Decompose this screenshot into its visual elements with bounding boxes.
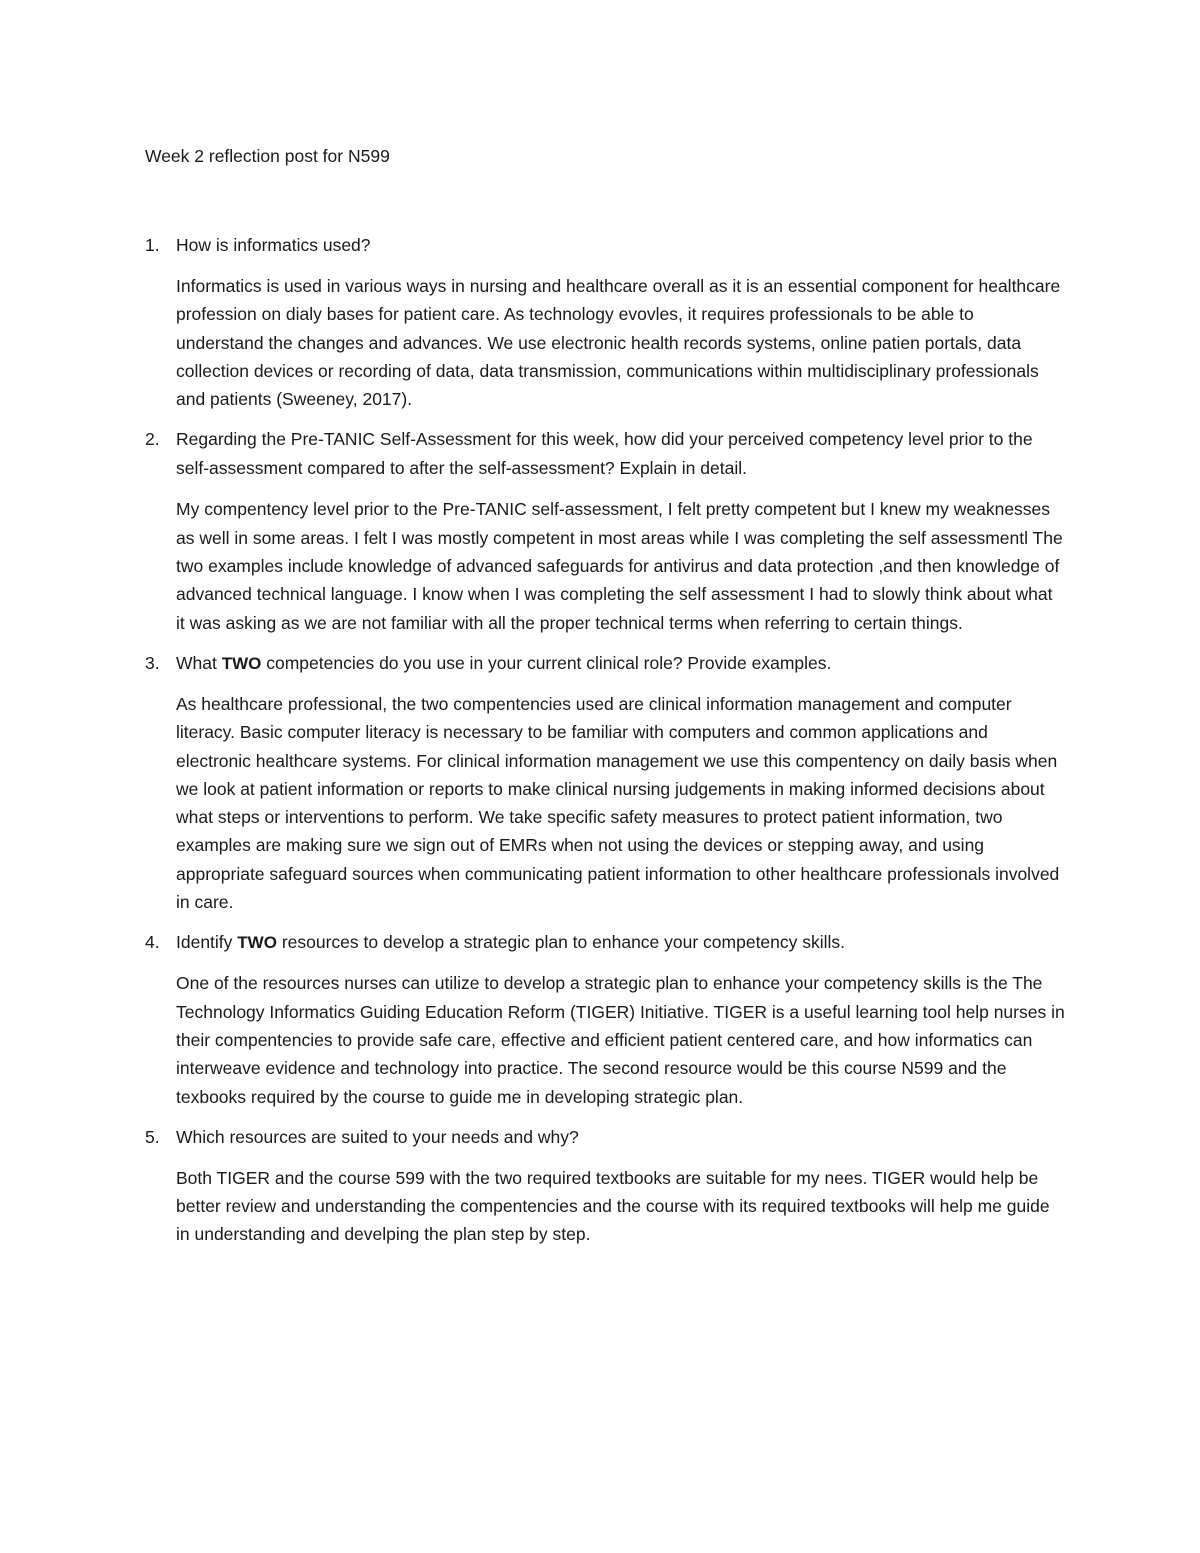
question-text: How is informatics used? — [176, 235, 371, 255]
question-emphasis: TWO — [221, 653, 262, 673]
item-number: 4. — [145, 932, 160, 953]
list-item — [145, 649, 1065, 916]
list-item — [145, 231, 1065, 413]
item-number: 2. — [145, 429, 160, 450]
list-item — [145, 1123, 1065, 1249]
question-emphasis: TWO — [237, 933, 277, 953]
list-item — [145, 928, 1065, 1110]
item-number: 1. — [145, 235, 160, 255]
answer-text: One of the resources nurses can utilize to develop a strategic plan to enhance your competency skills is the The Technology Informatics Guiding Education Reform (TIGER) Initiative. TIGER is a useful learning tool help nurses in their compentencies to provide safe care, effective and efficient patient centered care, and how informatics can interweave evidence and technology into practice. The second resource would be this course N599 and the texbooks required by the course to guide me in developing strategic plan. — [176, 973, 1065, 1107]
question-text: What TWO competencies do you use in your current clinical role? Provide examples. — [176, 652, 832, 673]
answer-text: Both TIGER and the course 599 with the two required textbooks are suitable for my nees. TIGER would help be better review and understanding the compentencies and the course with its required textbooks will help me guide in understanding and develping the plan step by step. — [176, 1167, 1050, 1245]
answer-text: Informatics is used in various ways in nursing and healthcare overall as it is an essential component for healthcare profession on dialy bases for patient care. As technology evovles, it requires professionals to be able to understand the changes and advances. We use electronic health records systems, online patien portals, data collection devices or recording of data, data transmission, communications within multidisciplinary professionals and patients (Sweeney, 2017). — [176, 276, 1061, 410]
answer-text: As healthcare professional, the two compentencies used are clinical information management and computer literacy. Basic computer literacy is necessary to be familiar with computers and common applications and electronic healthcare systems. For clinical information management we use this compentency on daily basis when we look at patient information or reports to make clinical nursing judgements in making informed decisions about what steps or interventions to perform. We take specific safety measures to protect patient information, two examples are making sure we sign out of EMRs when not using the devices or stepping away, and using appropriate safeguard sources when communicating patient information to other healthcare professionals involved in care. — [176, 693, 1060, 913]
question-list — [145, 231, 1065, 1261]
item-number: 5. — [145, 1126, 160, 1147]
document-title: Week 2 reflection post for N599 — [145, 146, 390, 166]
list-item — [145, 425, 1065, 636]
item-number: 3. — [145, 652, 160, 673]
answer-text: My compentency level prior to the Pre-TANIC self-assessment, I felt pretty competent but I knew my weaknesses as well in some areas. I felt I was mostly competent in most areas while I was completing the self assessmentl The two examples include knowledge of advanced safeguards for antivirus and data protection ,and then knowledge of advanced technical language. I know when I was completing the self assessment I had to slowly think about what it was asking as we are not familiar with all the proper technical terms when referring to certain things. — [176, 499, 1063, 633]
question-text: Regarding the Pre-TANIC Self-Assessment for this week, how did your perceived competency level prior to the self-assessment compared to after the self-assessment? Explain in detail. — [176, 429, 1033, 479]
question-text: Which resources are suited to your needs and why? — [176, 1126, 579, 1147]
question-text: Identify TWO resources to develop a strategic plan to enhance your competency skills. — [176, 932, 846, 953]
